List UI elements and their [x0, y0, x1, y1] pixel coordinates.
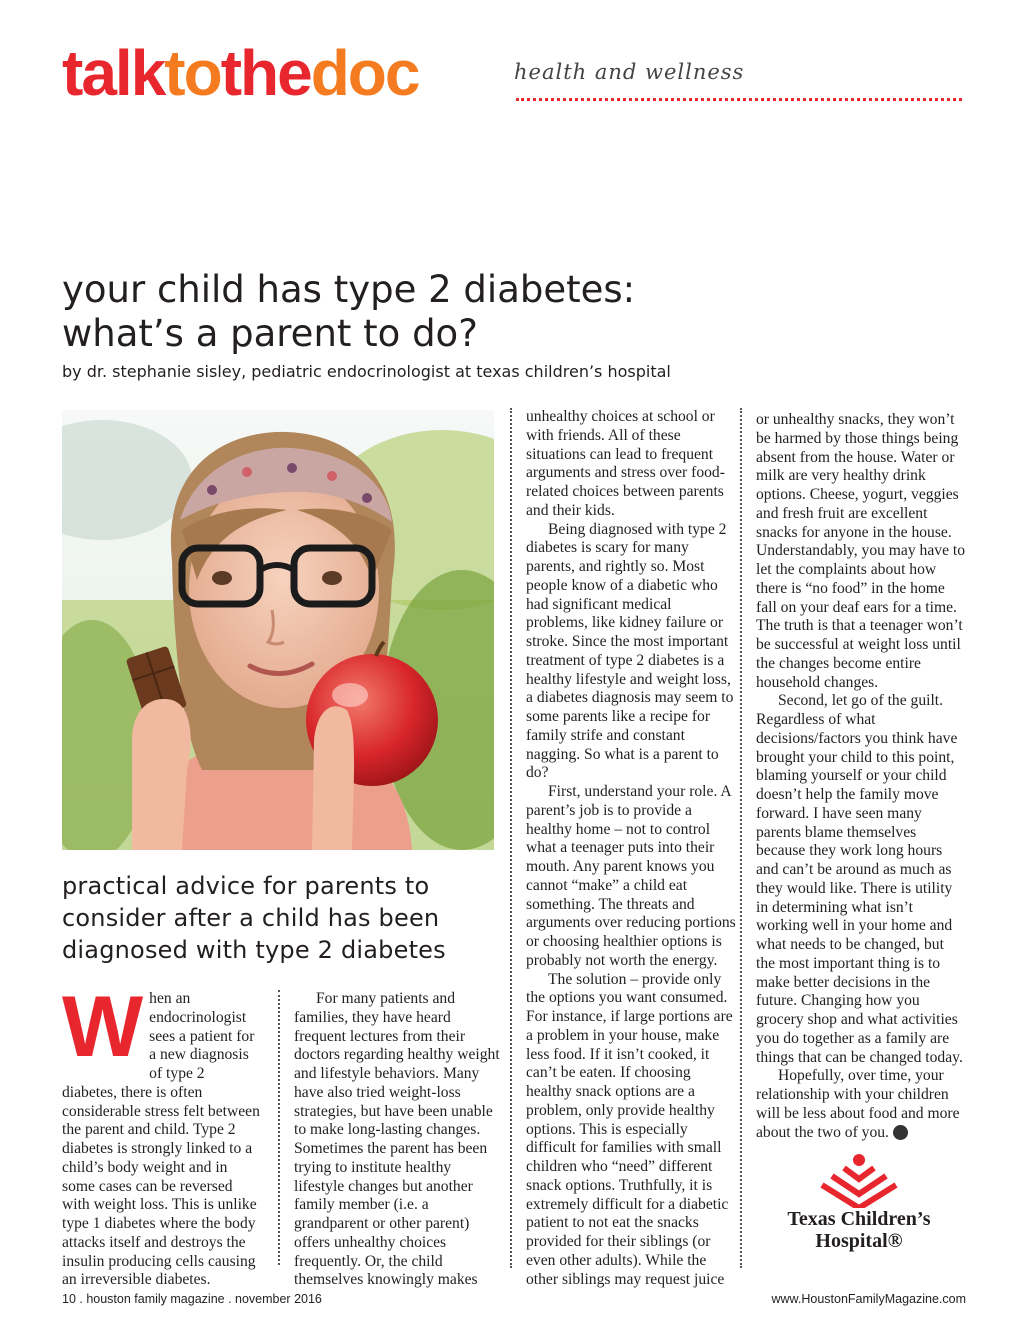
column-divider: [740, 408, 742, 1268]
article-title: [62, 268, 762, 356]
paragraph: Second, let go of the guilt. Regardless of what decisions/factors you think have brought your child to this point, blaming yourself or your child doesn’t help the family move forward. I have seen many parents blame themselves because they work long hours and can’t be around as much as they would like. There is utility in determining what isn’t working well in your home and what needs to be changed, but the most important thing is to make better decisions in the future. Changing how you grocery shop and what activities you do together as a family are things that can be changed today.: [756, 692, 963, 1066]
column-divider: [278, 990, 280, 1265]
dotted-divider: [516, 98, 962, 101]
column-divider: [510, 408, 512, 1268]
article-title-line-2: what’s a parent to do?: [62, 312, 478, 355]
hospital-logo: [774, 1152, 944, 1262]
paragraph: unhealthy choices at school or with friends. All of these situations can lead to frequent arguments and stress over food-related choices between parents and their kids.: [526, 408, 725, 519]
closing-text: Hopefully, over time, your relationship with your children will be less about food and more about the two of you.: [756, 1067, 960, 1141]
paragraph: hen an endocrinologist sees a patient for a new diagnosis of type 2 diabetes, there is often considerable stress felt between the parent and child. Type 2 diabetes is strongly linked to a child’s body weight and in some cases can be reversed with weight loss. This is unlike type 1 diabetes where the body attacks itself and destroys the insulin producing cells causing an irreversible diabetes.: [62, 990, 260, 1289]
logo-line-1: Texas Children’s: [787, 1208, 931, 1230]
page-folio: 10 . houston family magazine . november 2016: [62, 1292, 322, 1306]
paragraph: The solution – provide only the options you want consumed. For instance, if large portions are a problem in your house, make less food. If it isn’t cooked, it can’t be eaten. If choosing healthy snack options are a problem, only provide healthy options. This is especially difficult for families with small children who “need” different snack options. Truthfully, it is extremely difficult for a diabetic patient to not eat the snacks provided for their siblings (or even other adults). While the other siblings may request juice: [526, 970, 733, 1288]
paragraph: or unhealthy snacks, they won’t be harmed by those things being absent from the house. Water or milk are very healthy drink options. Cheese, yogurt, veggies and fresh fruit are excellent snacks for anyone in the house. Understandably, you may have to let the complaints about how there is “no food” in the home fall on your deaf ears for a time. The truth is that a teenager won’t be successful at weight loss until the changes become entire household changes.: [756, 411, 966, 691]
brand-word-the: the: [220, 37, 311, 109]
brand-word-talk: talk: [62, 37, 165, 109]
chevron-heart-icon: [774, 1152, 944, 1208]
text-column-2: [294, 990, 504, 1290]
logo-line-2: Hospital®: [815, 1230, 903, 1252]
paragraph: Being diagnosed with type 2 diabetes is scary for many parents, and rightly so. Most people know of a diabetic who had significant medical problems, like kidney failure or stroke. Since the most important treatment of type 2 diabetes is a healthy lifestyle and weight loss, a diabetes diagnosis may seem to some parents like a recipe for family strife and constant nagging. So what is a parent to do?: [526, 520, 734, 782]
article-deck: practical advice for parents to consider after a child has been diagnosed with type 2 diabetes: [62, 872, 446, 964]
article-title-line-1: your child has type 2 diabetes:: [62, 268, 636, 311]
text-column-3: [526, 408, 736, 1289]
byline: by dr. stephanie sisley, pediatric endocrinologist at texas children’s hospital: [62, 362, 671, 381]
article-photo: [62, 410, 494, 850]
text-column-4: [756, 411, 966, 1142]
brand-word-to: to: [164, 37, 221, 109]
hospital-logo-text: [774, 1208, 944, 1252]
website-url: www.HoustonFamilyMagazine.com: [771, 1292, 966, 1306]
drop-cap: W: [62, 979, 144, 1075]
magazine-column-brand: [62, 38, 418, 108]
paragraph: First, understand your role. A parent’s job is to provide a healthy home – not to control what a teenager puts into their mouth. Any parent knows you cannot “make” a child eat something. The threats and arguments over reducing portions or choosing healthier options is probably not worth the energy.: [526, 783, 736, 969]
paragraph: For many patients and families, they have heard frequent lectures from their doctors regarding healthy weight and lifestyle behaviors. Many have also tried weight-loss strategies, but have been unable to make long-lasting changes. Sometimes the parent has been trying to institute healthy lifestyle changes but another family member (i.e. a grandparent or other parent) offers unhealthy choices frequently. Or, the child themselves knowingly makes: [294, 990, 500, 1289]
paragraph: [756, 1067, 966, 1142]
end-mark-icon: Hf: [893, 1125, 908, 1140]
section-label: health and wellness: [514, 60, 745, 84]
text-column-1: [62, 979, 262, 1290]
girl-with-apple-illustration: [62, 410, 494, 850]
brand-word-doc: doc: [310, 37, 419, 109]
